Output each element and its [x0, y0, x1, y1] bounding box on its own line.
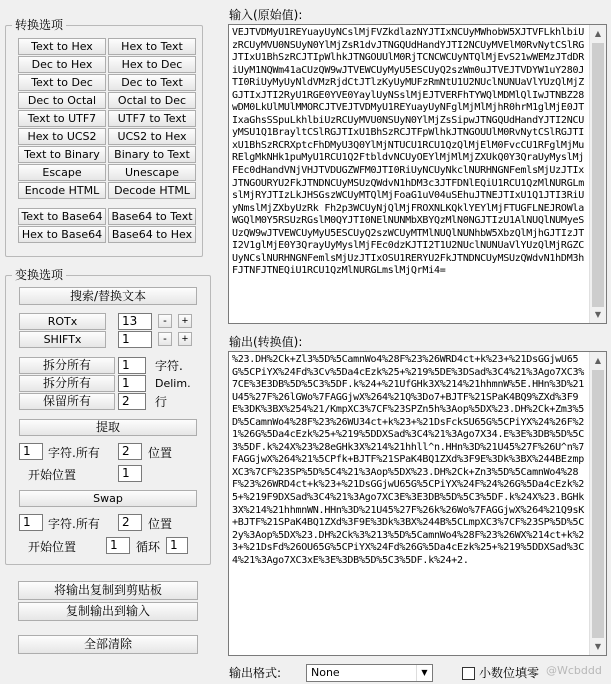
keep-lines-unit: 行	[155, 395, 168, 409]
watermark: @Wcbddd	[546, 664, 602, 677]
swap-start-label: 开始位置	[28, 540, 77, 554]
convert-button-escape[interactable]: Escape	[18, 164, 106, 181]
scroll-thumb[interactable]	[592, 43, 604, 307]
shift-minus-button[interactable]: -	[158, 332, 172, 346]
rot-button[interactable]: ROTx	[19, 313, 106, 330]
swap-start-field[interactable]: 1	[106, 537, 130, 554]
transform-options-title: 变换选项	[12, 268, 66, 282]
convert-button-ucs2-to-hex[interactable]: UCS2 to Hex	[108, 128, 196, 145]
convert-button-text-to-dec[interactable]: Text to Dec	[18, 74, 106, 91]
convert-button-hex-to-ucs2[interactable]: Hex to UCS2	[18, 128, 106, 145]
output-format-value: None	[311, 666, 340, 679]
input-textarea[interactable]	[228, 24, 607, 324]
split-delim-value-field[interactable]: 1	[118, 375, 146, 392]
extract-position-label: 位置	[148, 446, 173, 460]
extract-count-field[interactable]: 1	[19, 443, 43, 460]
swap-button[interactable]: Swap	[19, 490, 197, 507]
convert-button-encode-html[interactable]: Encode HTML	[18, 182, 106, 199]
shift-value-field[interactable]: 1	[118, 331, 152, 348]
output-format-select[interactable]	[306, 664, 433, 682]
output-format-label: 输出格式:	[229, 666, 282, 680]
split-delim-unit: Delim.	[155, 377, 191, 390]
swap-loop-field[interactable]: 1	[166, 537, 188, 554]
rot-plus-button[interactable]: +	[178, 314, 192, 328]
output-textarea[interactable]	[228, 351, 607, 656]
shift-plus-button[interactable]: +	[178, 332, 192, 346]
split-chars-unit: 字符.	[155, 359, 183, 373]
convert-button-unescape[interactable]: Unescape	[108, 164, 196, 181]
copy-output-to-input-button[interactable]: 复制输出到输入	[18, 602, 198, 621]
convert-button-text-to-binary[interactable]: Text to Binary	[18, 146, 106, 163]
scroll-thumb[interactable]	[592, 370, 604, 638]
output-scrollbar[interactable]	[589, 352, 606, 655]
convert-button-base64-to-hex[interactable]: Base64 to Hex	[108, 226, 196, 243]
convert-button-hex-to-base64[interactable]: Hex to Base64	[18, 226, 106, 243]
swap-char-label: 字符.所有	[48, 517, 100, 531]
output-label: 输出(转换值):	[229, 335, 303, 349]
convert-button-text-to-hex[interactable]: Text to Hex	[18, 38, 106, 55]
convert-button-hex-to-text[interactable]: Hex to Text	[108, 38, 196, 55]
input-text: VEJTVDMyU1REYuayUyNCslMjFVZkdlazNYJTIxNCUyMWhobW5XJTVFLkhlbiUzRCUyMVU0NSUyN0YlMjZsR1dvJTNGQUdHandYJTI2NCUyMVElM0RvNytCSlRGJTIxU1BhSzRCJTIpWlhkJTNGOUUlM0RjTCNCWCUyNTQlMjEvS21wWEMzJTdDRiUyM1NQWm41aCUzQW9wJTVEWCUyMyU5ESCUyQ2szWm0uJTVEJTVDYW1uY280JTI0RiUyMyUyNldVMzRjdCtJTlzKyUyMUFzRmNtU1U2NUclNUNUaVlYUzQlMjZGJTIxJTI2RyU1RGE0YVE0YaylUyNSslMjEJTVERFhTYWQlMDMlQlIwJTNBZ28wDM0LkUlMUlMMORCJTVEJTVDMyU1REYuayUyNFglMjMlMjhR0hrM1glMjE0JTIxaGhsSSpuLkhlbiUzRCUyMVU0NSUyN0YlMjZsSipwJTNGQUdHandYJTI2NCUyMSU1Q1BrayltCSlRGJTIxU1BhSzRCJTFpWlhkJTNGOUUlM0RvNytCSlRGJTIxU1BhSzRCRXptcFhDMyU3Q0YlMjNTUCU1RCU1QzQlMjElM0FvcCU1RFglMjMuRElgMkNHk1puMyU1RCU1Q2FtbldvNCUyOEYlMjMlMjZXUkQ0Y3QraUyMyslMjFEc0dHandVNjVHJTVDUGZWFM0JTI0RiUyNCUyNkclNURHNGNFemlsMjUzJTIxJTNGOURYU2FkJTNDNCUyMSUzQWdvN1hDM3c3JTFDNlEQiU1RCU1QzMlNURGLmslMjRYJTIzLkJHSGszWCUyMTQlMjFoaG1uV04uSEhuJTNEJTIxU1Q1JTI3RiUyNmslMjZXbyUzRk Fh2p3WCUyNjQlMjFROXNLKQklYEYlMjFTUGFLNEJROWlaWGQlM0Y5RSUzRGslM0QYJTI0NElNUNMbXBYQzMlN0NGJTIzU1AlNUQlNUMyeSUzQW9wJTVEWCUyMyU5ESCUyQ2szWCUyMTMlNUQlNUNhbW5XbzQlMjhGJTIzJTI2V1glMjE0Y3QrayUyMyslMjFEc0dzKJTI2T1U2NUclNUNUaVlYUzQlMjRGZCUyNCslNURHNGNFemlsMjUzJTIxOSU1RERYU2FkJTNDNCUyMSUzQWdvN1hDM3hFJTNFJTNEQiU1RCU1QzMlNURGLmslMjQrMi4=	[232, 27, 585, 277]
extract-start-field[interactable]: 1	[118, 465, 142, 482]
chevron-down-icon[interactable]: ▼	[416, 665, 432, 681]
clear-all-button[interactable]: 全部清除	[18, 635, 198, 654]
convert-button-utf7-to-text[interactable]: UTF7 to Text	[108, 110, 196, 127]
convert-button-text-to-utf7[interactable]: Text to UTF7	[18, 110, 106, 127]
search-replace-button[interactable]: 搜索/替换文本	[19, 287, 197, 305]
convert-button-hex-to-dec[interactable]: Hex to Dec	[108, 56, 196, 73]
split-all-delim-button[interactable]: 拆分所有	[19, 375, 115, 392]
convert-button-dec-to-octal[interactable]: Dec to Octal	[18, 92, 106, 109]
convert-button-base64-to-text[interactable]: Base64 to Text	[108, 208, 196, 225]
swap-position-field[interactable]: 2	[118, 514, 142, 531]
extract-position-field[interactable]: 2	[118, 443, 142, 460]
convert-button-binary-to-text[interactable]: Binary to Text	[108, 146, 196, 163]
convert-button-dec-to-text[interactable]: Dec to Text	[108, 74, 196, 91]
swap-loop-label: 循环	[136, 540, 161, 554]
decimal-zero-pad-label: 小数位填零	[479, 666, 540, 680]
keep-all-button[interactable]: 保留所有	[19, 393, 115, 410]
convert-button-decode-html[interactable]: Decode HTML	[108, 182, 196, 199]
convert-options-title: 转换选项	[12, 18, 66, 32]
scroll-down-icon[interactable]: ▼	[594, 310, 602, 319]
extract-button[interactable]: 提取	[19, 419, 197, 436]
extract-char-label: 字符.所有	[48, 446, 100, 460]
rot-minus-button[interactable]: -	[158, 314, 172, 328]
copy-to-clipboard-button[interactable]: 将输出复制到剪贴板	[18, 581, 198, 600]
scroll-up-icon[interactable]: ▲	[594, 356, 602, 365]
swap-count-field[interactable]: 1	[19, 514, 43, 531]
convert-button-octal-to-dec[interactable]: Octal to Dec	[108, 92, 196, 109]
convert-button-text-to-base64[interactable]: Text to Base64	[18, 208, 106, 225]
rot-value-field[interactable]: 13	[118, 313, 152, 330]
shift-button[interactable]: SHIFTx	[19, 331, 106, 348]
input-scrollbar[interactable]	[589, 25, 606, 323]
split-chars-value-field[interactable]: 1	[118, 357, 146, 374]
decimal-zero-pad-checkbox[interactable]	[462, 667, 475, 680]
extract-start-label: 开始位置	[28, 468, 77, 482]
output-text: %23.DH%2Ck+Zl3%5D%5CamnWo4%28F%23%26WRD4ct+k%23+%21DsGGjwU65G%5CPiYX%24Fd%3Cv%5Da4cEzk%25+%219%5DE%3DSad%3C4%21%3Ago7XC3%7CE%3E3DB%5D%5C3%5DF.k%24+%21UfGHk3X%214%21hhmnW%5E.HHn%3D%21U45%27F%26lGWo%7FAGGjwX%264%21Q%3Do7+BJTF%21SPaK4BQ9%ZXd%3F9E%3DK%3BX%254%21/KmpXC3%7CF%23SPZn5h%3Aop%5DX%23.DH%2Ck+Zm3%5D%5CamnWo4%28F%23%26WU34ct+k%23+%21DsFckSU65G%5CPiYX%24%26F%21%26G%5Da4cEzk%25+%219%5DDXSad%3C4%21%3Ago7X34.E%3E%3DB%5D%5C3%5DF.k%24X%23%28eGHk3X%214%21hhll^n.HHn%3D%21U45%27F%26U^n%7FAGGjwX%264%21%5CPfk+BJTF%21SPaK4BQ1ZXd%3F9E%3Dk%3BX%244BEzmpXC3%7CF%23SP%5D%5C4%21%3Aop%5DX%23.DH%2Ck+Zn3%5D%5CamnWo4%28F%23%26WRD4ct+k%23+%21DsGGjwU65G%5CPiYX%24F%24%26G%5Da4cEzk%25+%219F9DXSad%3C4%21%3Ago7XC3E%3E3DB%5D%5C3%5DF.k%24X%23.BGHk3X%214%21hhmnWN.HHn%3D%21U45%27F%26k%26Wo%7FAGGjwX%264%21Q9sK+BJTF%21SPaK4BQ1ZXd%3F9E%3Dk%3BX%244B%5CLmpXC3%7CF%23SP%5D%5C2y%3Aop%5DX%23.DH%2Ck%3%213%5D%5CamnWo4%28F%23%26WX%214ct+k%23+%21DsFd%26OU65G%5CPiYX%24Fd%26G%5Da4cEzk%25+%219%5DDXSad%3C4%21%3Ago7XC3xE%3E%3DB%5D%5C3%5DF.k%24+2.	[232, 354, 585, 566]
scroll-up-icon[interactable]: ▲	[594, 29, 602, 38]
keep-lines-value-field[interactable]: 2	[118, 393, 146, 410]
scroll-down-icon[interactable]: ▼	[594, 642, 602, 651]
input-label: 输入(原始值):	[229, 8, 303, 22]
split-all-chars-button[interactable]: 拆分所有	[19, 357, 115, 374]
swap-position-label: 位置	[148, 517, 173, 531]
convert-button-dec-to-hex[interactable]: Dec to Hex	[18, 56, 106, 73]
